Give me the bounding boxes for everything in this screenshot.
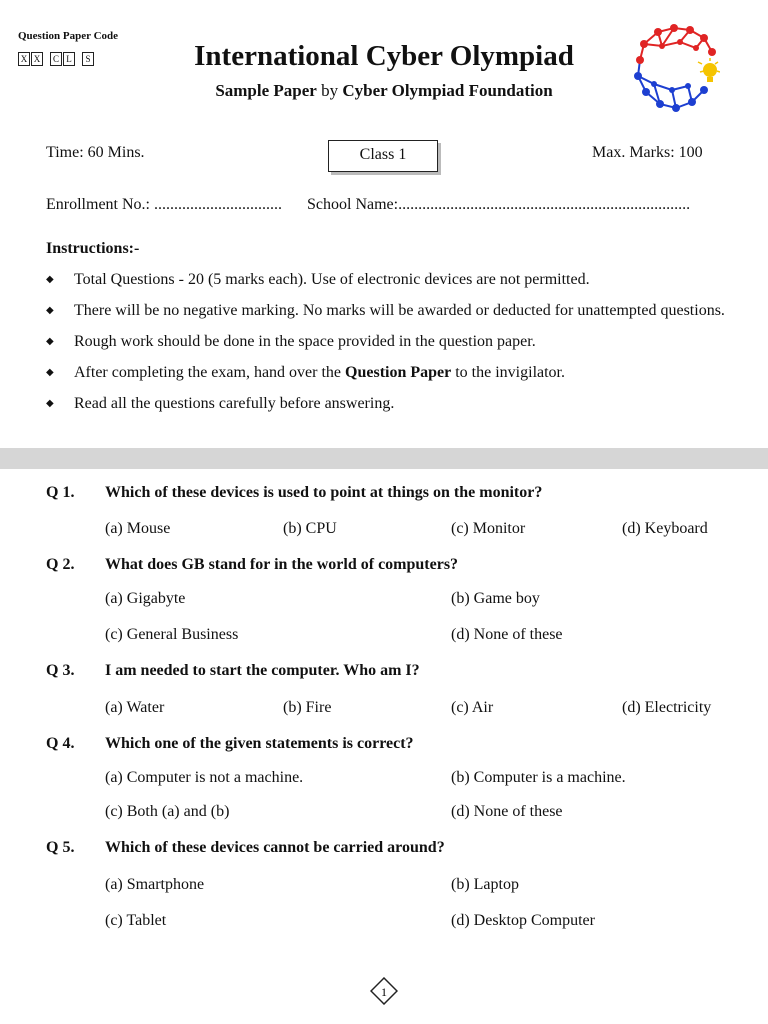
class-box: Class 1 — [328, 140, 438, 172]
instruction-item: ◆ Rough work should be done in the space provided in the question paper. — [46, 330, 726, 354]
page-title: International Cyber Olympiad — [194, 40, 574, 72]
question-text: Which of these devices is used to point at things on the monitor? — [105, 484, 543, 501]
page-subtitle: Sample Paper by Cyber Olympiad Foundation — [215, 81, 553, 100]
option: (c) Tablet — [105, 912, 167, 929]
code-box: X — [18, 52, 30, 66]
school-name-field: School Name:......................................................................... — [307, 196, 691, 213]
diamond-bullet-icon: ◆ — [46, 398, 54, 409]
question-text: I am needed to start the computer. Who am I? — [105, 662, 420, 679]
option: (d) Desktop Computer — [451, 912, 595, 929]
page-number: 1 — [381, 985, 387, 999]
max-marks: Max. Marks: 100 — [592, 144, 703, 161]
option: (b) Laptop — [451, 876, 519, 893]
option: (b) Fire — [283, 699, 332, 716]
option: (d) None of these — [451, 803, 563, 820]
code-box: X — [31, 52, 43, 66]
question-number: Q 5. — [46, 839, 75, 856]
question-text: What does GB stand for in the world of computers? — [105, 556, 459, 573]
option: (b) Game boy — [451, 590, 540, 607]
question-paper-code-label: Question Paper Code — [18, 30, 119, 42]
option: (d) Electricity — [622, 699, 712, 716]
exam-time: Time: 60 Mins. — [46, 144, 145, 161]
option: (a) Computer is not a machine. — [105, 769, 304, 786]
code-box: S — [82, 52, 94, 66]
diamond-page-icon — [370, 977, 398, 1005]
option: (a) Water — [105, 699, 165, 716]
option: (a) Gigabyte — [105, 590, 186, 607]
instructions-heading: Instructions:- — [46, 240, 140, 257]
question-number: Q 2. — [46, 556, 75, 573]
option: (b) Computer is a machine. — [451, 769, 626, 786]
option: (c) Monitor — [451, 520, 526, 537]
option: (d) Keyboard — [622, 520, 708, 537]
option: (c) Air — [451, 699, 494, 716]
instruction-item: ◆ Read all the questions carefully before answering. — [46, 392, 726, 416]
instructions-list — [46, 268, 726, 423]
question-number: Q 3. — [46, 662, 75, 679]
code-box: C — [50, 52, 62, 66]
instruction-item: ◆ There will be no negative marking. No marks will be awarded or deducted for unattempted questions. — [46, 299, 726, 323]
section-divider-band — [0, 448, 768, 469]
option: (c) General Business — [105, 626, 239, 643]
diamond-bullet-icon: ◆ — [46, 367, 54, 378]
cyber-olympiad-logo-icon — [632, 22, 720, 114]
instruction-item: ◆ After completing the exam, hand over the Question Paper to the invigilator. — [46, 361, 726, 385]
question-text: Which of these devices cannot be carried around? — [105, 839, 445, 856]
option: (a) Smartphone — [105, 876, 205, 893]
diamond-bullet-icon: ◆ — [46, 305, 54, 316]
instruction-item: ◆ Total Questions - 20 (5 marks each). Use of electronic devices are not permitted. — [46, 268, 726, 292]
diamond-bullet-icon: ◆ — [46, 336, 54, 347]
code-box: L — [63, 52, 75, 66]
option: (d) None of these — [451, 626, 563, 643]
enrollment-field: Enrollment No.: ................................ — [46, 196, 282, 213]
diamond-bullet-icon: ◆ — [46, 274, 54, 285]
option: (c) Both (a) and (b) — [105, 803, 230, 820]
question-text: Which one of the given statements is correct? — [105, 735, 414, 752]
question-number: Q 4. — [46, 735, 75, 752]
question-number: Q 1. — [46, 484, 75, 501]
option: (a) Mouse — [105, 520, 171, 537]
option: (b) CPU — [283, 520, 337, 537]
